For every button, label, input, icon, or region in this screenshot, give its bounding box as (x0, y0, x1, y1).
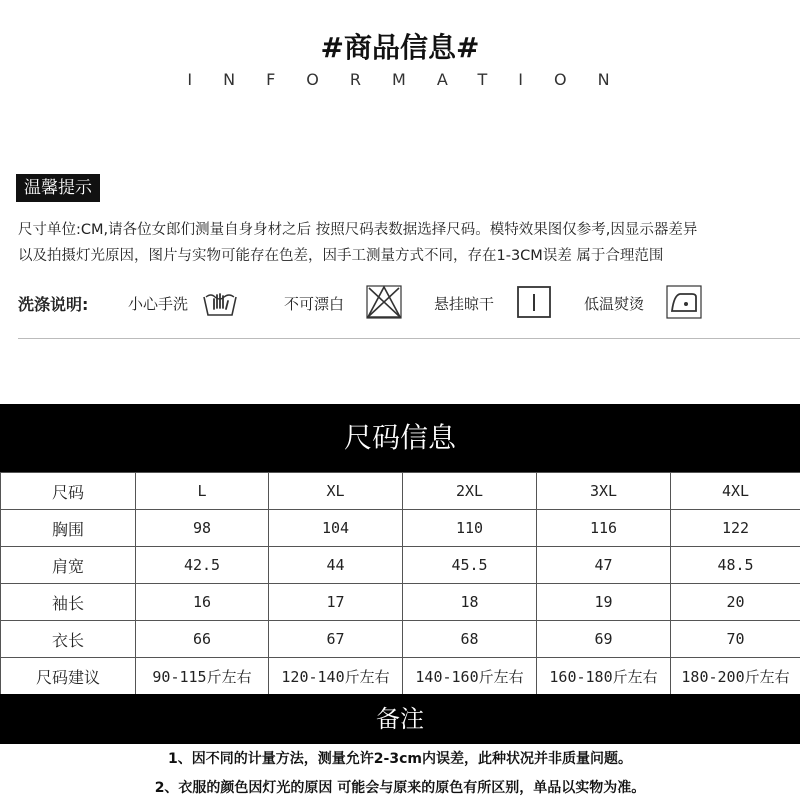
page-subtitle: INFORMATION (187, 70, 641, 89)
table-cell: 68 (403, 621, 537, 658)
table-cell: 116 (537, 510, 671, 547)
divider (18, 338, 800, 339)
row-label: 衣长 (1, 621, 136, 658)
care-label: 悬挂晾干 (434, 295, 495, 313)
care-label: 不可漂白 (284, 295, 345, 313)
row-label: 袖长 (1, 584, 136, 621)
table-cell: 2XL (403, 473, 537, 510)
note-line-1: 1、因不同的计量方法，测量允许2-3cm内误差，此种状况并非质量问题。 (168, 751, 632, 767)
table-row (1, 658, 800, 695)
row-label: 肩宽 (1, 547, 136, 584)
table-cell: 44 (269, 547, 403, 584)
table-cell: 180-200斤左右 (671, 658, 800, 695)
hang-dry-icon (516, 285, 552, 319)
care-title: 洗涤说明: (18, 295, 89, 314)
table-cell: 120-140斤左右 (269, 658, 403, 695)
table-cell: XL (269, 473, 403, 510)
table-cell: 42.5 (136, 547, 269, 584)
table-cell: 18 (403, 584, 537, 621)
table-cell: 3XL (537, 473, 671, 510)
table-cell: 16 (136, 584, 269, 621)
size-info-header: 尺码信息 (0, 404, 800, 472)
table-cell: 140-160斤左右 (403, 658, 537, 695)
row-label: 胸围 (1, 510, 136, 547)
notice-text-line-2: 以及拍摄灯光原因，图片与实物可能存在色差，因手工测量方式不同，存在1-3CM误差 属于合理范围 (18, 248, 664, 264)
table-cell: 98 (136, 510, 269, 547)
table-cell: 70 (671, 621, 800, 658)
table-row (1, 584, 800, 621)
table-row (1, 473, 800, 510)
table-cell: 160-180斤左右 (537, 658, 671, 695)
care-label: 低温熨烫 (584, 295, 645, 313)
low-iron-icon (666, 285, 702, 319)
notice-text-line-1: 尺寸单位:CM,请各位女郎们测量自身身材之后 按照尺码表数据选择尺码。模特效果图仅参考,因显示器差异 (18, 222, 698, 238)
table-cell: 104 (269, 510, 403, 547)
hand-wash-icon (202, 285, 238, 319)
page-title: #商品信息# (320, 31, 480, 64)
table-cell: 122 (671, 510, 800, 547)
row-label: 尺码建议 (1, 658, 136, 695)
table-cell: 20 (671, 584, 800, 621)
table-cell: 48.5 (671, 547, 800, 584)
table-row (1, 547, 800, 584)
table-cell: 66 (136, 621, 269, 658)
care-label: 小心手洗 (128, 295, 189, 313)
row-label: 尺码 (1, 473, 136, 510)
table-cell: 45.5 (403, 547, 537, 584)
table-row (1, 510, 800, 547)
table-row (1, 621, 800, 658)
washing-instructions (18, 285, 798, 321)
table-cell: 69 (537, 621, 671, 658)
table-cell: 4XL (671, 473, 800, 510)
table-cell: 47 (537, 547, 671, 584)
note-line-2: 2、衣服的颜色因灯光的原因 可能会与原来的原色有所区别，单品以实物为准。 (154, 780, 646, 796)
size-table (0, 472, 800, 695)
notice-badge: 温馨提示 (16, 174, 100, 202)
table-cell: 19 (537, 584, 671, 621)
table-cell: L (136, 473, 269, 510)
notes-header: 备注 (0, 694, 800, 744)
table-cell: 110 (403, 510, 537, 547)
table-cell: 90-115斤左右 (136, 658, 269, 695)
table-cell: 67 (269, 621, 403, 658)
table-cell: 17 (269, 584, 403, 621)
no-bleach-icon (366, 285, 402, 319)
